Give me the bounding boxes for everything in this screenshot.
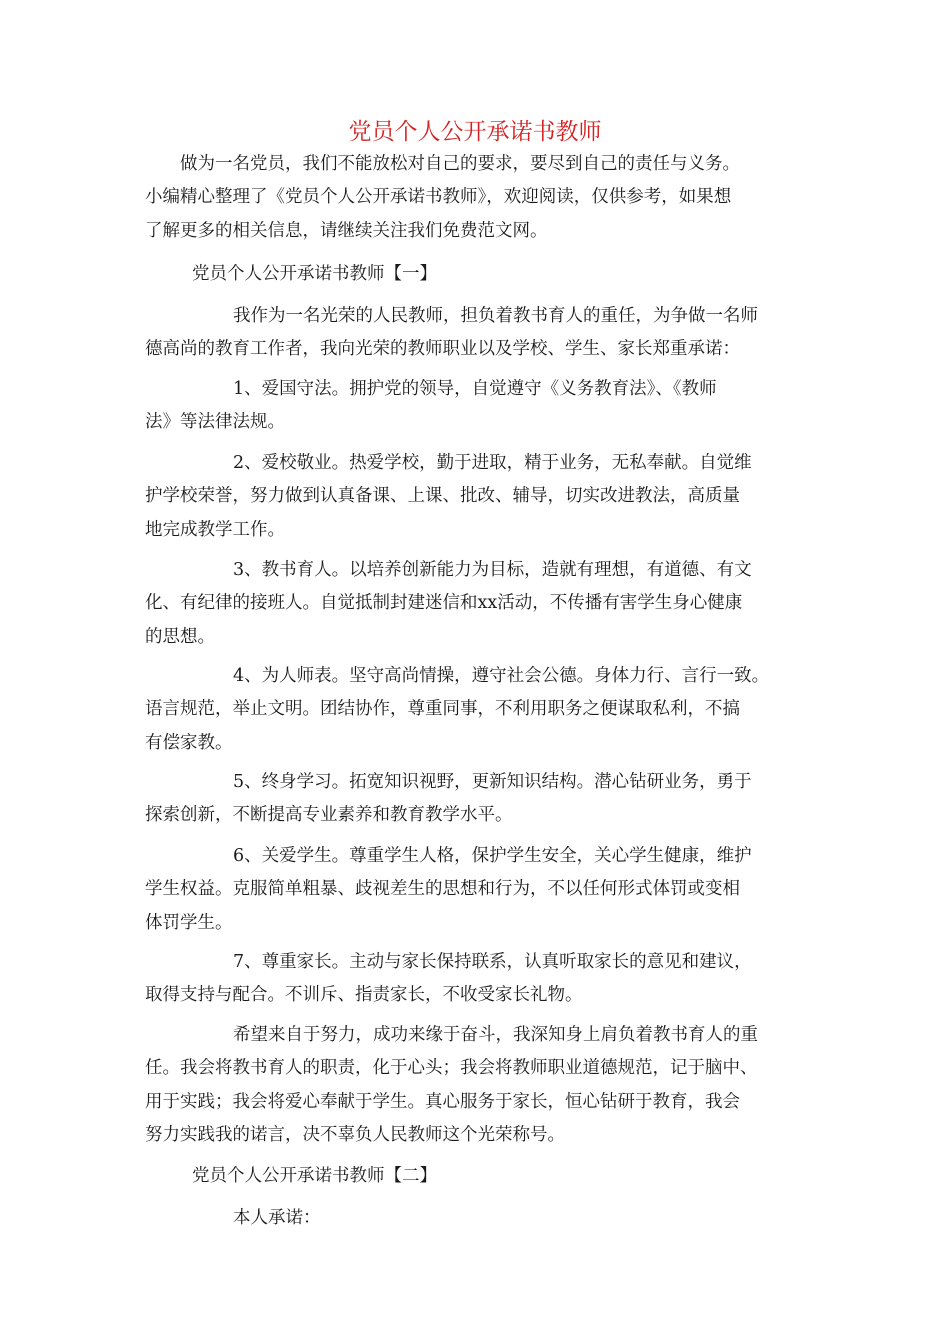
closing-line-2: 任。我会将教书育人的职责，化于心头；我会将教师职业道德规范，记于脑中、 <box>145 1058 758 1079</box>
item-7-line-1: 7、尊重家长。主动与家长保持联系，认真听取家长的意见和建议， <box>233 952 752 972</box>
item-3-line-3: 的思想。 <box>145 626 215 647</box>
item-2-line-2: 护学校荣誉，努力做到认真备课、上课、批改、辅导，切实改进教法，高质量 <box>145 486 740 507</box>
item-2-line-1: 2、爱校敬业。热爱学校，勤于进取，精于业务，无私奉献。自觉维 <box>233 453 752 473</box>
item-4 <box>145 660 810 760</box>
item-4-line-1: 4、为人师表。坚守高尚情操，遵守社会公德。身体力行、言行一致。 <box>233 666 770 686</box>
section2-heading-text: 党员个人公开承诺书教师【二】 <box>192 1166 437 1186</box>
item-3-line-1: 3、教书育人。以培养创新能力为目标，造就有理想，有道德、有文 <box>233 560 752 580</box>
item-1 <box>145 373 810 440</box>
item-1-line-2: 法》等法律法规。 <box>145 412 285 433</box>
item-6 <box>145 840 810 940</box>
section1-heading <box>192 258 857 291</box>
item-2-line-3: 地完成教学工作。 <box>145 519 285 540</box>
item-2 <box>145 447 810 547</box>
section2-heading <box>192 1160 857 1193</box>
item-5-line-2: 探索创新，不断提高专业素养和教育教学水平。 <box>145 805 513 826</box>
item-5 <box>145 766 810 833</box>
section2-opening <box>145 1202 810 1235</box>
intro-line-1: 做为一名党员，我们不能放松对自己的要求，要尽到自己的责任与义务。 <box>180 154 740 174</box>
closing-paragraph <box>145 1019 810 1153</box>
item-6-line-3: 体罚学生。 <box>145 912 233 933</box>
item-5-line-1: 5、终身学习。拓宽知识视野，更新知识结构。潜心钻研业务，勇于 <box>233 772 752 792</box>
item-7 <box>145 946 810 1013</box>
closing-line-4: 努力实践我的诺言，决不辜负人民教师这个光荣称号。 <box>145 1125 565 1146</box>
item-3-line-2: 化、有纪律的接班人。自觉抵制封建迷信和xx活动，不传播有害学生身心健康 <box>145 593 743 614</box>
item-1-line-1: 1、爱国守法。拥护党的领导，自觉遵守《义务教育法》、《教师 <box>233 379 717 399</box>
section1-opening <box>145 300 810 367</box>
section1-opening-line-2: 德高尚的教育工作者，我向光荣的教师职业以及学校、学生、家长郑重承诺： <box>145 339 740 360</box>
closing-line-1: 希望来自于努力，成功来缘于奋斗，我深知身上肩负着教书育人的重 <box>233 1025 758 1045</box>
section1-heading-text: 党员个人公开承诺书教师【一】 <box>192 264 437 284</box>
item-6-line-1: 6、关爱学生。尊重学生人格，保护学生安全，关心学生健康，维护 <box>233 846 752 866</box>
section1-opening-line-1: 我作为一名光荣的人民教师，担负着教书育人的重任，为争做一名师 <box>233 306 758 326</box>
item-4-line-3: 有偿家教。 <box>145 732 233 753</box>
item-4-line-2: 语言规范，举止文明。团结协作，尊重同事，不利用职务之便谋取私利，不搞 <box>145 699 740 720</box>
intro-line-2: 小编精心整理了《党员个人公开承诺书教师》，欢迎阅读，仅供参考，如果想 <box>145 187 732 208</box>
intro-line-3: 了解更多的相关信息，请继续关注我们免费范文网。 <box>145 220 548 241</box>
intro-paragraph <box>145 148 810 248</box>
section2-opening-text: 本人承诺： <box>233 1208 321 1228</box>
item-7-line-2: 取得支持与配合。不训斥、指责家长，不收受家长礼物。 <box>145 985 583 1006</box>
item-3 <box>145 554 810 654</box>
closing-line-3: 用于实践；我会将爱心奉献于学生。真心服务于家长，恒心钻研于教育，我会 <box>145 1091 740 1112</box>
item-6-line-2: 学生权益。克服简单粗暴、歧视差生的思想和行为，不以任何形式体罚或变相 <box>145 879 740 900</box>
document-title: 党员个人公开承诺书教师 <box>348 119 602 145</box>
